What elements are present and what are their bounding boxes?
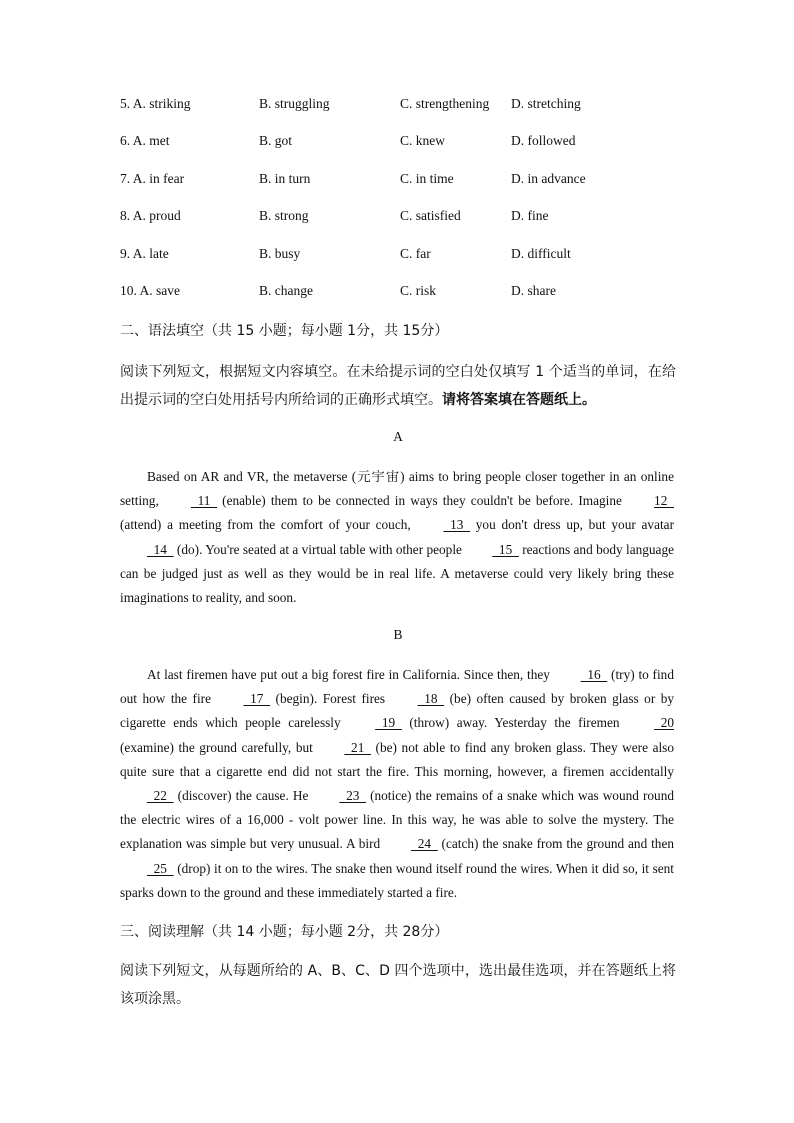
blank-13[interactable]: 13 [443,517,471,533]
passage-text: (throw) away. Yesterday the firemen [401,715,628,731]
section-3-title: 三、阅读理解（共 14 小题；每小题 2分，共 28分） [120,924,449,940]
passage-a [120,465,674,610]
section-2-title: 二、语法填空（共 15 小题；每小题 1分，共 15分） [120,323,449,339]
option-row [120,243,680,280]
option-a: 7. A. in fear [120,170,185,186]
blank-19[interactable]: 19 [375,715,402,731]
option-b: B. in turn [259,170,311,186]
option-d: D. difficult [511,245,571,261]
option-d: D. fine [511,208,549,224]
instruction-bold: 请将答案填在答题纸上。 [442,392,596,408]
option-row [120,130,680,167]
passage-text: (begin). Forest fires [270,691,391,707]
section-2-instruction [120,358,676,414]
option-a: 6. A. met [120,133,170,149]
blank-14[interactable]: 14 [147,541,174,557]
option-b: B. got [259,133,293,149]
passage-b-label: B [393,627,403,642]
instruction-text: 阅读下列短文，根据短文内容填空。在未给提示词的空白处仅填写 1 个适当的单词，在给出提示词的空白处用括号内所给词的正确形式填空。 [120,364,676,408]
blank-12[interactable]: 12 [654,493,674,509]
passage-text: At last firemen have put out a big forest fire in California. Since then, they [147,667,554,682]
passage-text: (notice) the remains of a snake which was wound round the electric wires of a 16,000 - volt power line. In this way, he was able to solve the mystery. The explanation was simple but very unusual. A bird [120,788,674,852]
option-c: C. in time [400,170,454,186]
option-c: C. knew [400,133,445,149]
option-c: C. far [400,245,431,261]
blank-23[interactable]: 23 [339,788,367,804]
option-a: 9. A. late [120,245,169,261]
answer-options-list [120,93,680,317]
passage-text: (be) not able to find any broken glass. They were also quite sure that a cigarette end did not start the fire. This morning, however, a firemen accidentally [120,739,674,779]
passage-b [120,663,674,905]
option-a: 10. A. save [120,282,180,298]
option-row [120,93,680,130]
option-d: D. stretching [511,96,581,111]
option-c: C. risk [400,282,437,298]
option-b: B. strong [259,208,309,224]
passage-text: Based on AR and VR, the metaverse (元宇宙) aims to bring people closer together in an online setting, [120,469,674,509]
blank-15[interactable]: 15 [492,541,519,557]
passage-text: (try) to find out how the fire [120,667,674,707]
option-d: D. followed [511,133,576,149]
blank-20[interactable]: 20 [654,715,675,731]
passage-text: (be) often caused by broken glass or by cigarette ends which people carelessly [120,691,675,731]
blank-17[interactable]: 17 [243,691,271,707]
blank-25[interactable]: 25 [147,860,174,876]
passage-text: (enable) them to be connected in ways they couldn't be before. Imagine [217,493,628,509]
option-row [120,168,680,205]
blank-24[interactable]: 24 [411,836,438,852]
passage-text: (catch) the snake from the ground and then [437,836,674,852]
option-c: C. strengthening [400,96,490,111]
passage-text: (attend) a meeting from the comfort of your couch, [120,517,417,533]
option-c: C. satisfied [400,208,461,224]
passage-text: (drop) it on to the wires. The snake then wound itself round the wires. When it did so, it sent sparks down to the ground and these immediately started a fire. [120,860,674,900]
passage-text: (do). You're seated at a virtual table with other people [173,541,466,557]
blank-21[interactable]: 21 [344,739,371,755]
option-b: B. busy [259,245,301,261]
passage-text: reactions and body language can be judged just as well as they would be in real life. A metaverse could very likely bring these imaginations to reality, and soon. [120,541,674,606]
option-d: D. in advance [511,170,586,186]
option-b: B. change [259,282,313,298]
option-b: B. struggling [259,96,330,111]
option-d: D. share [511,282,556,298]
passage-text: (discover) the cause. He [173,788,313,804]
passage-a-label: A [393,429,403,444]
option-a: 5. A. striking [120,96,191,111]
blank-16[interactable]: 16 [580,667,608,682]
passage-text: you don't dress up, but your avatar [470,517,674,533]
blank-11[interactable]: 11 [190,493,218,509]
blank-18[interactable]: 18 [417,691,445,707]
blank-22[interactable]: 22 [147,788,174,804]
passage-text: (examine) the ground carefully, but [120,739,318,755]
section-3-instruction: 阅读下列短文，从每题所给的 A、B、C、D 四个选项中，选出最佳选项，并在答题纸上将该项涂黑。 [120,963,676,1007]
option-a: 8. A. proud [120,208,181,224]
option-row [120,205,680,242]
option-row [120,280,680,317]
